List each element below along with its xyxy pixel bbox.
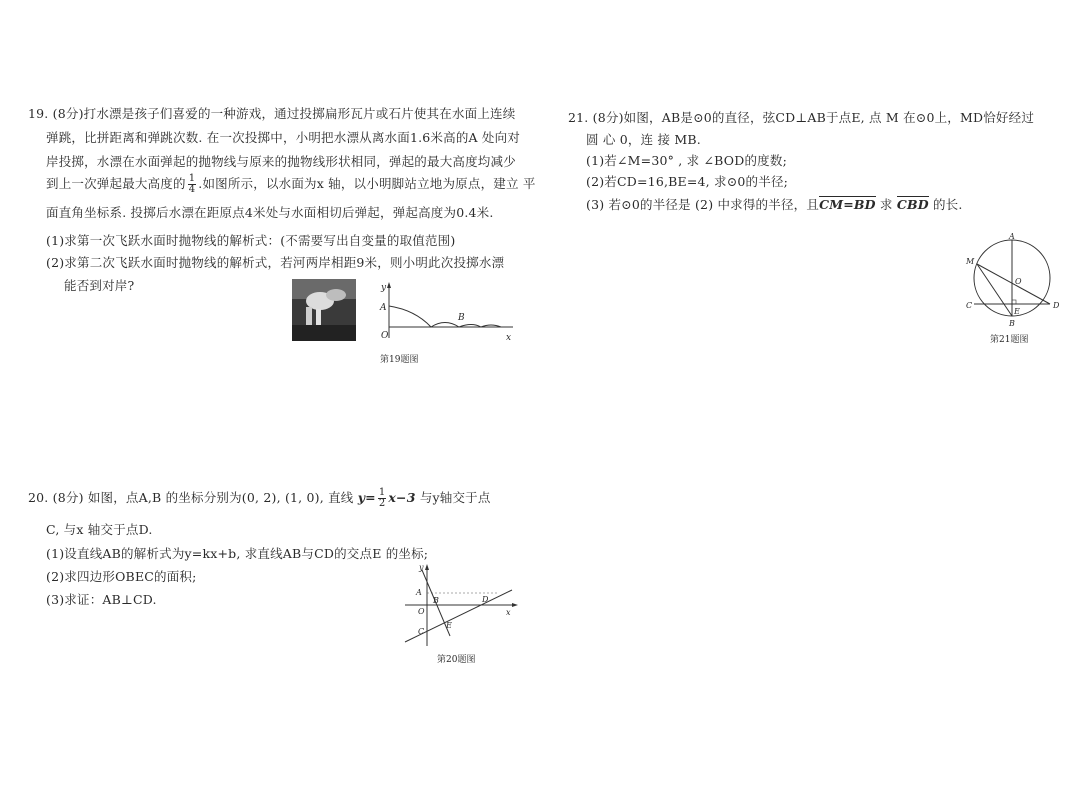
point-c-label: C xyxy=(418,627,425,636)
y-axis-arrow-icon xyxy=(387,282,391,288)
point-b-label: B xyxy=(1009,319,1015,328)
point-a-label: A xyxy=(380,303,387,313)
q19-part-1: (1)求第一次飞跃水面时抛物线的解析式：(不需要写出自变量的取值范围) xyxy=(46,233,456,248)
fraction-half xyxy=(378,488,387,509)
graph-x-label: x xyxy=(506,333,512,343)
arc-equality: CM=BD xyxy=(819,197,876,212)
q21-part-1: (1)若∠M=30° , 求 ∠BOD的度数; xyxy=(586,153,787,168)
equation-lhs: y= xyxy=(357,490,376,505)
point-e-label: E xyxy=(1014,307,1020,316)
q20-line-2: C, 与x 轴交于点D. xyxy=(46,522,153,537)
graph-y-label: y xyxy=(419,563,424,572)
q21-part-3-post: 的长. xyxy=(932,197,963,212)
q20-part-2: (2)求四边形OBEC的面积; xyxy=(46,569,197,584)
q21-line-2: 圆 心 0，连 接 MB. xyxy=(586,132,701,147)
q21-line-1: 21. (8分)如图，AB是⊙0的直径，弦CD⊥AB于点E, 点 M 在⊙0上，MD恰好经过 xyxy=(568,110,1035,125)
x-axis-arrow-icon xyxy=(512,603,518,607)
q20-caption: 第20题图 xyxy=(437,655,476,665)
point-c-label: C xyxy=(966,301,973,310)
fraction-denominator: 2 xyxy=(378,498,386,509)
fraction-quarter xyxy=(188,174,197,195)
q19-line-2: 弹跳，比拼距离和弹跳次数. 在一次投掷中，小明把水漂从离水面1.6米高的A 处向对 xyxy=(46,130,521,145)
right-angle-mark xyxy=(1012,300,1016,304)
graph-y-label: y xyxy=(381,283,387,293)
q19-line-5: 面直角坐标系. 投掷后水漂在距原点4米处与水面相切后弹起，弹起高度为0.4米. xyxy=(46,205,494,220)
q21-graph xyxy=(962,232,1062,328)
point-a-label: A xyxy=(416,588,422,597)
bounce-curve xyxy=(389,306,501,327)
q19-graph xyxy=(375,280,517,344)
segment-mb xyxy=(977,264,1012,316)
q19-photo xyxy=(292,279,356,341)
q19-caption: 第19题图 xyxy=(380,355,419,365)
q21-part-3 xyxy=(586,195,963,213)
q20-graph xyxy=(400,562,520,648)
q19-part-2: (2)求第二次飞跃水面时抛物线的解析式，若河两岸相距9米，则小明此次投掷水漂 xyxy=(46,255,505,270)
q19-line-4-post: .如图所示，以水面为x 轴，以小明脚站立地为原点，建立 平 xyxy=(198,176,536,191)
q21-caption: 第21题图 xyxy=(990,335,1029,345)
point-d-label: D xyxy=(1053,301,1060,310)
q19-line-1: 19. (8分)打水漂是孩子们喜爱的一种游戏，通过投掷扁形瓦片或石片使其在水面上连续 xyxy=(28,106,516,121)
q20-line-1-pre: 20. (8分) 如图，点A,B 的坐标分别为(0, 2), (1, 0), 直线 xyxy=(28,490,354,505)
q21-part-3-pre: (3) 若⊙0的半径是 (2) 中求得的半径，且 xyxy=(586,197,820,212)
q20-part-1: (1)设直线AB的解析式为y=kx+b, 求直线AB与CD的交点E 的坐标; xyxy=(46,546,429,561)
point-m-label: M xyxy=(966,257,975,266)
y-axis-arrow-icon xyxy=(425,564,429,570)
q21-part-3-mid: 求 xyxy=(879,197,893,212)
q19-line-4-pre: 到上一次弹起最大高度的 xyxy=(46,176,186,191)
fraction-denominator: 4 xyxy=(188,184,196,195)
point-b-label: B xyxy=(458,313,465,323)
fraction-numerator: 1 xyxy=(378,487,386,498)
q21-part-2: (2)若CD=16,BE=4, 求⊙0的半径; xyxy=(586,174,789,189)
equation-rhs: x−3 xyxy=(388,490,416,505)
fraction-numerator: 1 xyxy=(188,173,196,184)
segment-md xyxy=(977,264,1050,304)
q19-line-3: 岸投掷，水漂在水面弹起的抛物线与原来的抛物线形状相同，弹起的最大高度均减少 xyxy=(46,154,516,169)
graph-x-label: x xyxy=(506,608,511,617)
point-d-label: D xyxy=(482,595,489,604)
q20-line-1 xyxy=(28,488,491,509)
q19-line-4 xyxy=(46,174,536,195)
q20-line-1-post: 与y轴交于点 xyxy=(419,490,491,505)
origin-label: O xyxy=(418,607,425,616)
point-e-label: E xyxy=(446,621,452,630)
arc-cbd: CBD xyxy=(896,197,929,212)
q20-part-3: (3)求证：AB⊥CD. xyxy=(46,592,157,607)
point-a-label: A xyxy=(1009,232,1015,241)
q19-part-2-cont: 能否到对岸? xyxy=(64,278,135,293)
point-b-label: B xyxy=(433,596,439,605)
center-o-label: O xyxy=(1015,277,1022,286)
origin-label: O xyxy=(381,331,389,341)
